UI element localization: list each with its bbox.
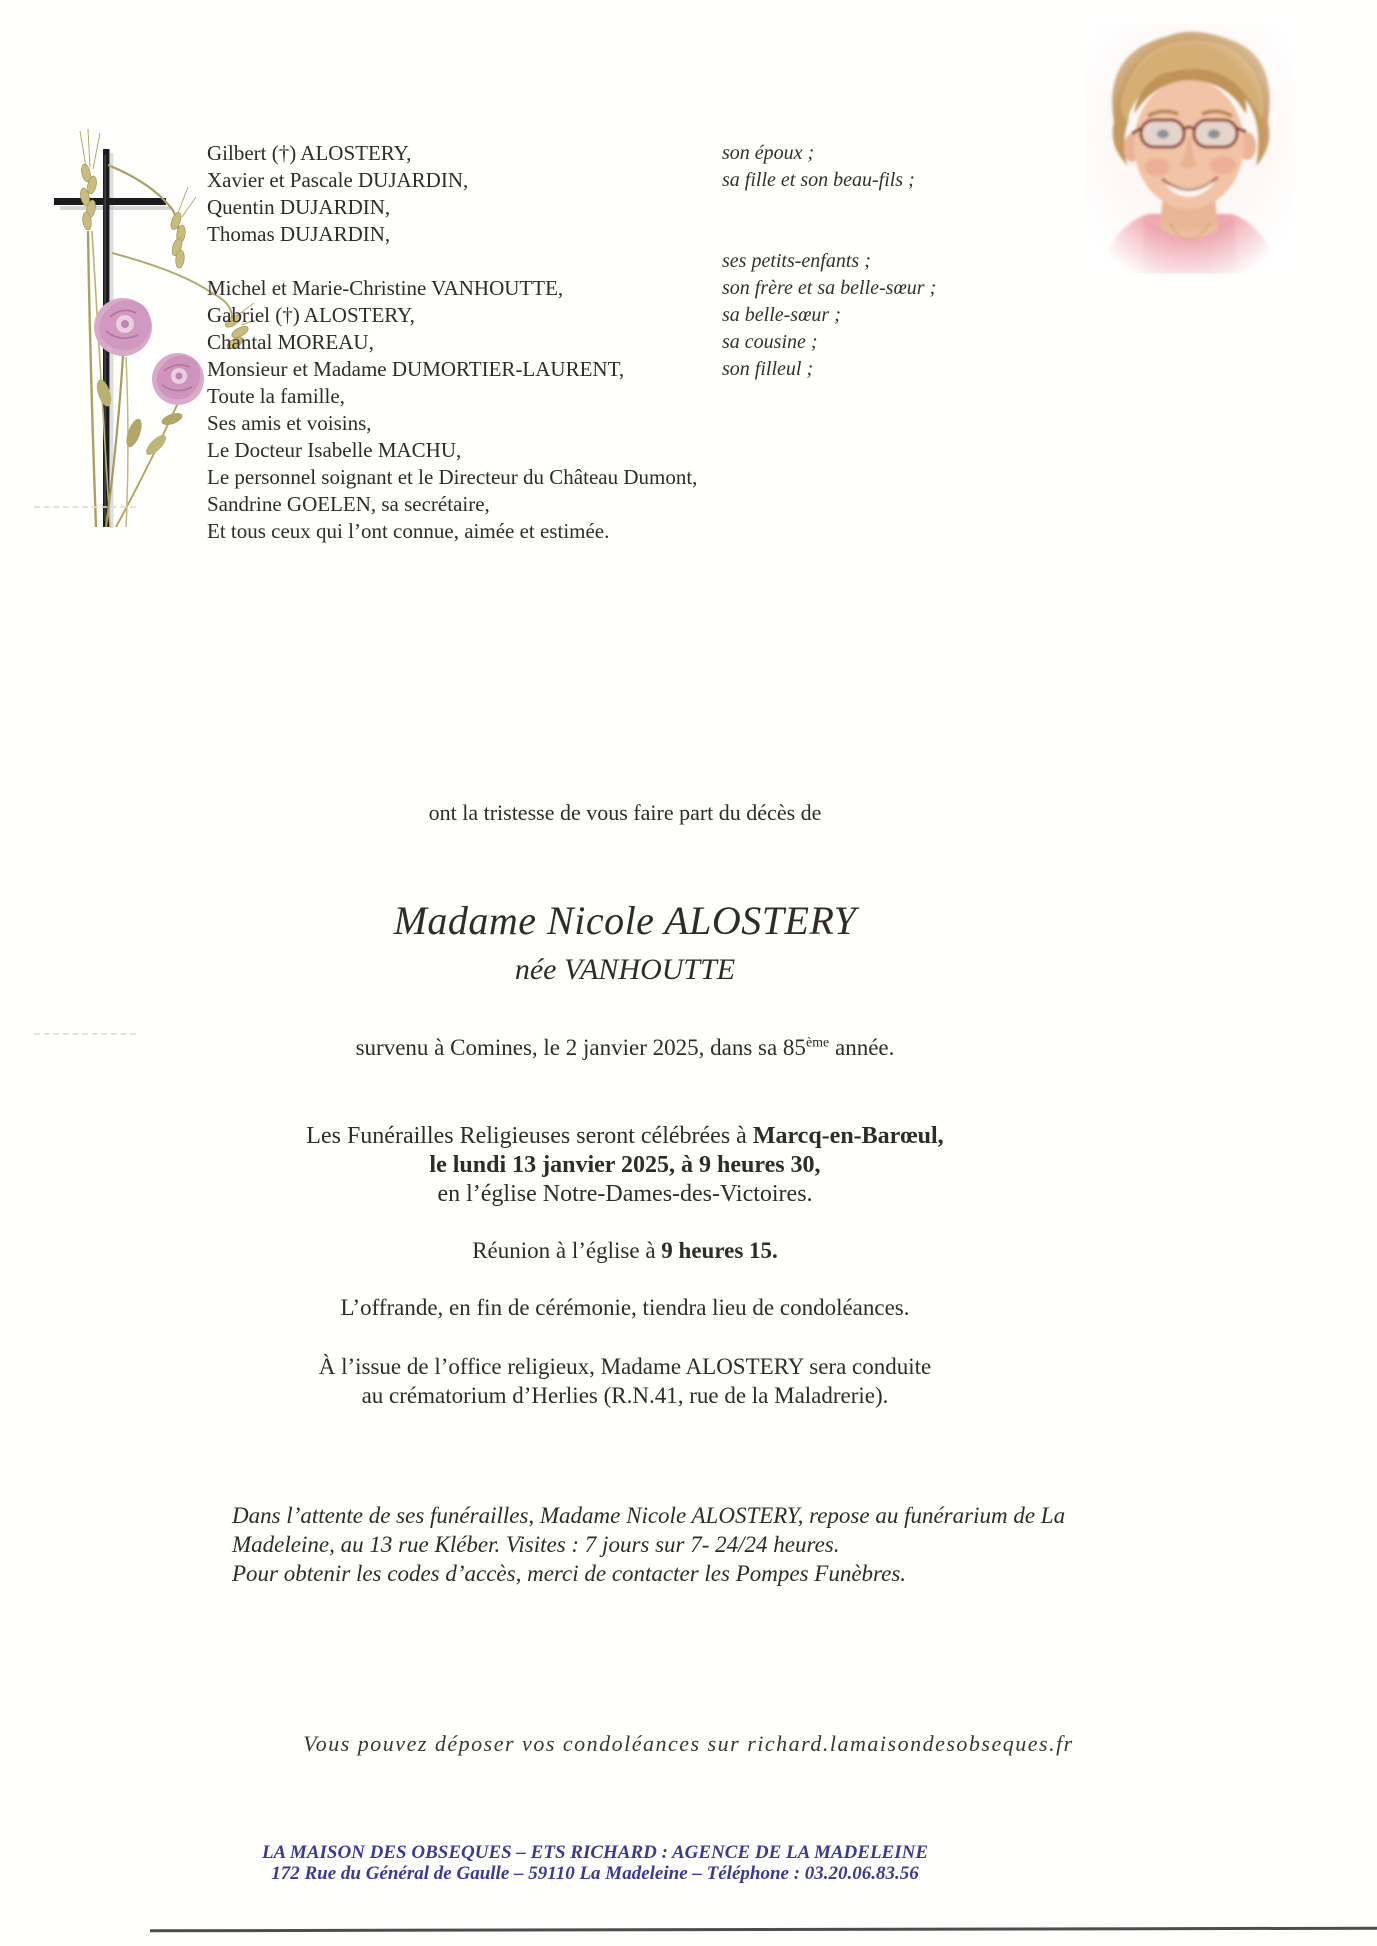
reunion-line: [0, 1238, 1250, 1264]
deceased-portrait-photo: [1086, 24, 1292, 274]
family-row: [207, 356, 936, 383]
wheat-head-icon: [79, 129, 100, 230]
family-row: [207, 302, 936, 329]
funeral-home-address: 172 Rue du Général de Gaulle – 59110 La Madeleine – Téléphone : 03.20.06.83.56: [271, 1863, 919, 1884]
family-row: [207, 194, 936, 221]
family-member-name: Ses amis et voisins,: [207, 411, 372, 435]
family-row: [207, 464, 936, 491]
death-details-post: année.: [829, 1035, 895, 1060]
family-member-name: Gilbert (†) ALOSTERY,: [207, 141, 412, 165]
procession-details: [0, 1352, 1250, 1410]
family-relation: son filleul ;: [722, 358, 814, 380]
family-row: [207, 248, 936, 275]
family-row: [207, 167, 936, 194]
scan-edge-line: [150, 1927, 1377, 1932]
family-row: [207, 518, 936, 545]
maiden-name: née VANHOUTTE: [514, 953, 736, 986]
family-member-name: Sandrine GOELEN, sa secrétaire,: [207, 492, 490, 516]
death-details-ordinal: ème: [805, 1035, 830, 1051]
family-member-name: Le Docteur Isabelle MACHU,: [207, 438, 462, 462]
funeral-church: en l’église Notre-Dames-des-Victoires.: [437, 1181, 813, 1207]
family-relation: son époux ;: [722, 142, 815, 164]
repose-paragraph: [232, 1501, 1092, 1588]
family-row: [207, 491, 936, 518]
family-member-name: Michel et Marie-Christine VANHOUTTE,: [207, 276, 564, 300]
reunion-regular: Réunion à l’église à: [472, 1238, 662, 1263]
death-details-pre: survenu à Comines, le 2 janvier 2025, dans sa 85: [355, 1035, 806, 1060]
family-member-name: Chantal MOREAU,: [207, 330, 374, 354]
family-row: [207, 383, 936, 410]
family-member-name: Thomas DUJARDIN,: [207, 222, 391, 246]
rose-icon: [152, 353, 204, 405]
condolences-website-line: Vous pouvez déposer vos condoléances sur richard.lamaisondesobseques.fr: [303, 1731, 1074, 1756]
family-relation: sa fille et son beau-fils ;: [722, 169, 915, 191]
family-member-name: Et tous ceux qui l’ont connue, aimée et estimée.: [207, 519, 610, 543]
family-member-name: Xavier et Pascale DUJARDIN,: [207, 168, 469, 192]
funeral-line-1: [0, 1122, 1250, 1151]
fold-mark: [34, 1033, 136, 1035]
funeral-home-footer: [235, 1843, 955, 1885]
family-member-name: Monsieur et Madame DUMORTIER-LAURENT,: [207, 357, 625, 381]
family-member-name: [207, 248, 722, 275]
family-row: [207, 437, 936, 464]
procession-line-2: au crématorium d’Herlies (R.N.41, rue de la Maladrerie).: [361, 1383, 889, 1408]
family-row: [207, 221, 936, 248]
family-member-name: Le personnel soignant et le Directeur du Château Dumont,: [207, 465, 698, 489]
family-row: [207, 275, 936, 302]
funeral-line-1-regular: Les Funérailles Religieuses seront célébrées à: [306, 1123, 753, 1149]
funeral-details: [0, 1122, 1250, 1209]
procession-line-1: À l’issue de l’office religieux, Madame ALOSTERY sera conduite: [318, 1354, 932, 1379]
family-relation: sa cousine ;: [722, 331, 818, 353]
family-relation: sa belle-sœur ;: [722, 304, 841, 326]
portrait-photo-icon: [1086, 24, 1292, 274]
repose-line-1: Dans l’attente de ses funérailles, Madame Nicole ALOSTERY, repose au funérarium de La: [232, 1503, 1066, 1528]
deceased-name: Madame Nicole ALOSTERY: [393, 898, 857, 943]
announcement-intro: ont la tristesse de vous faire part du décès de: [428, 800, 822, 825]
family-row: [207, 329, 936, 356]
family-member-name: Quentin DUJARDIN,: [207, 195, 391, 219]
rose-icon: [94, 298, 152, 356]
funeral-home-name: LA MAISON DES OBSEQUES – ETS RICHARD : AGENCE DE LA MADELEINE: [261, 1842, 929, 1863]
repose-line-3: Pour obtenir les codes d’accès, merci de contacter les Pompes Funèbres.: [232, 1561, 907, 1586]
family-row: [207, 410, 936, 437]
offering-line: L’offrande, en fin de cérémonie, tiendra lieu de condoléances.: [340, 1295, 910, 1320]
repose-line-2: Madeleine, au 13 rue Kléber. Visites : 7 jours sur 7- 24/24 heures.: [232, 1532, 840, 1557]
funeral-date-time: le lundi 13 janvier 2025, à 9 heures 30,: [429, 1152, 821, 1178]
family-member-name: Toute la famille,: [207, 384, 345, 408]
reunion-time: 9 heures 15.: [661, 1238, 778, 1263]
fold-mark: [34, 506, 136, 508]
death-details-line: [0, 1035, 1250, 1061]
wheat-head-icon: [169, 187, 196, 268]
family-list: [207, 140, 936, 545]
funeral-city: Marcq-en-Barœul,: [752, 1123, 944, 1149]
family-relation: son frère et sa belle-sœur ;: [722, 277, 937, 299]
family-member-name: Gabriel (†) ALOSTERY,: [207, 303, 415, 327]
family-relation: ses petits-enfants ;: [722, 250, 871, 272]
family-row: [207, 140, 936, 167]
